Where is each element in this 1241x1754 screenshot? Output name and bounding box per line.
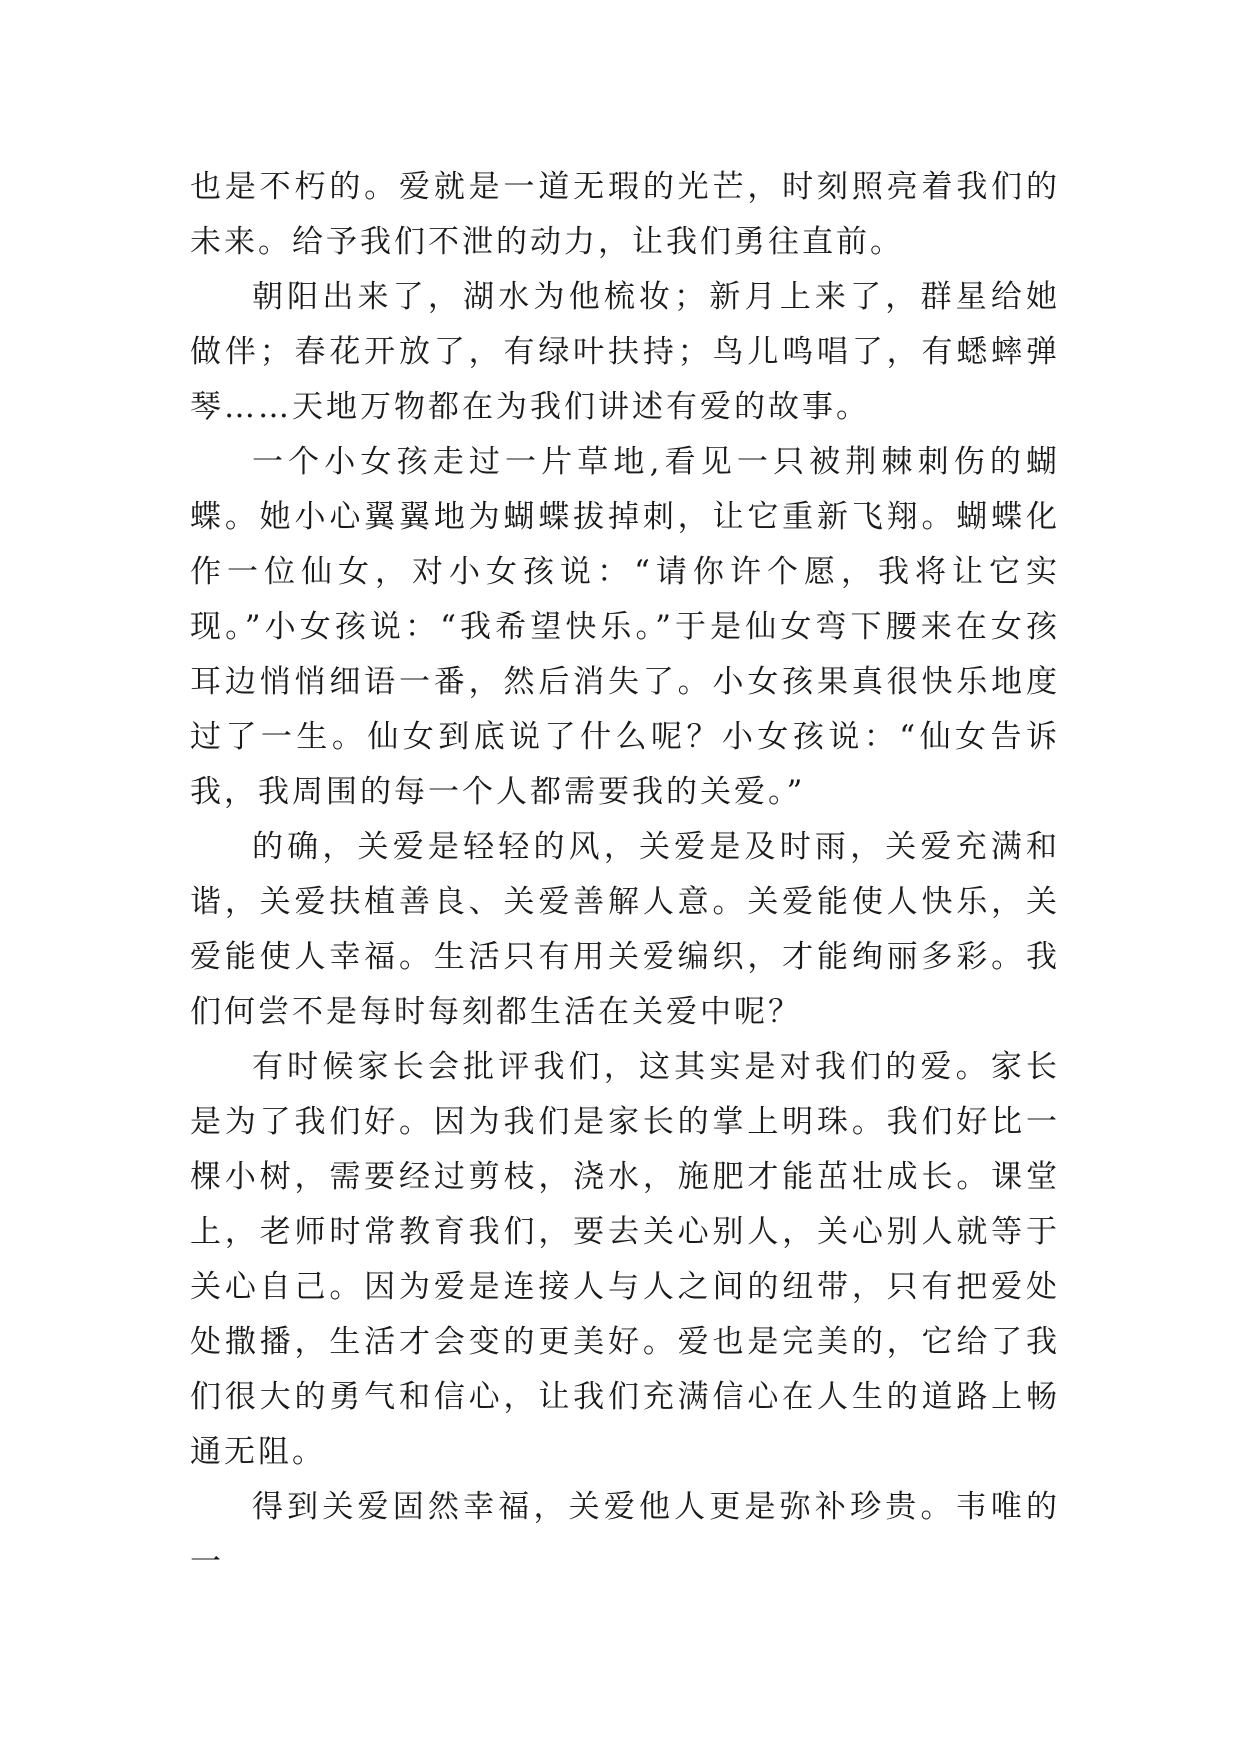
paragraph: 也是不朽的。爱就是一道无瑕的光芒，时刻照亮着我们的未来。给予我们不泄的动力，让我们勇往直前。 [190, 169, 1060, 260]
paragraph: 一个小女孩走过一片草地,看见一只被荆棘刺伤的蝴蝶。她小心翼翼地为蝴蝶拔掉刺，让它重新飞翔。蝴蝶化作一位仙女，对小女孩说：“请你许个愿，我将让它实现。”小女孩说：“我希望快乐。”于是仙女弯下腰来在女孩耳边悄悄细语一番，然后消失了。小女孩果真很快乐地度过了一生。仙女到底说了什么呢？小女孩说：“仙女告诉我，我周围的每一个人都需要我的关爱。” [190, 444, 1060, 810]
paragraph: 得到关爱固然幸福，关爱他人更是弥补珍贵。韦唯的一 [190, 1489, 1060, 1580]
body-text [190, 160, 1060, 1590]
paragraph: 的确，关爱是轻轻的风，关爱是及时雨，关爱充满和谐，关爱扶植善良、关爱善解人意。关爱能使人快乐，关爱能使人幸福。生活只有用关爱编织，才能绚丽多彩。我们何尝不是每时每刻都生活在关爱中呢？ [190, 829, 1060, 1030]
paragraph: 朝阳出来了，湖水为他梳妆；新月上来了，群星给她做伴；春花开放了，有绿叶扶持；鸟儿鸣唱了，有蟋蟀弹琴……天地万物都在为我们讲述有爱的故事。 [190, 279, 1060, 425]
paragraph: 有时候家长会批评我们，这其实是对我们的爱。家长是为了我们好。因为我们是家长的掌上明珠。我们好比一棵小树，需要经过剪枝，浇水，施肥才能茁壮成长。课堂上，老师时常教育我们，要去关心别人，关心别人就等于关心自己。因为爱是连接人与人之间的纽带，只有把爱处处撒播，生活才会变的更美好。爱也是完美的，它给了我们很大的勇气和信心，让我们充满信心在人生的道路上畅通无阻。 [190, 1049, 1060, 1470]
